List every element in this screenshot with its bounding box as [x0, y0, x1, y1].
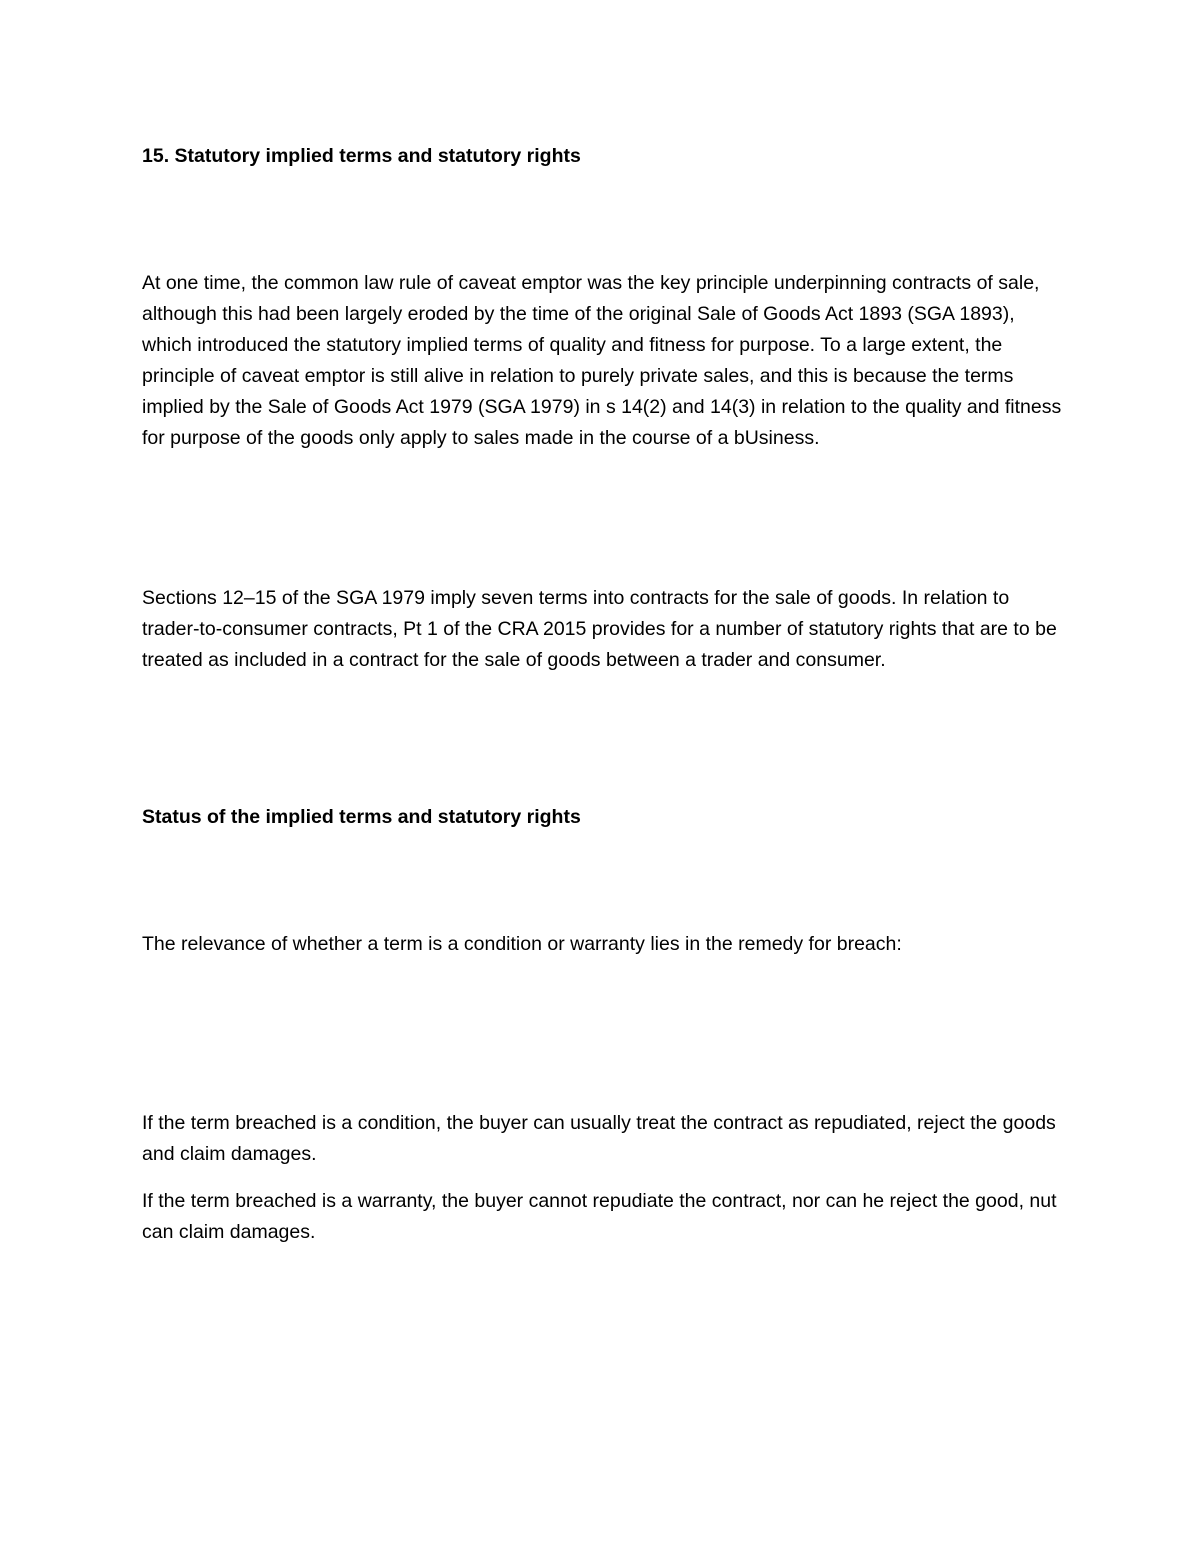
paragraph-condition-breach: If the term breached is a condition, the buyer can usually treat the contract as repudiated, reject the goods and claim damages.	[142, 1112, 1056, 1165]
paragraph-warranty-breach: If the term breached is a warranty, the buyer cannot repudiate the contract, nor can he reject the good, nut can claim damages.	[142, 1190, 1057, 1243]
document-title: 15. Statutory implied terms and statutory rights	[142, 145, 581, 167]
paragraph-caveat-emptor: At one time, the common law rule of caveat emptor was the key principle underpinning contracts of sale, although this had been largely eroded by the time of the original Sale of Goods Act 1893 (SGA 1893), which introduced the statutory implied terms of quality and fitness for purpose. To a large extent, the principle of caveat emptor is still alive in relation to purely private sales, and this is because the terms implied by the Sale of Goods Act 1979 (SGA 1979) in s 14(2) and 14(3) in relation to the quality and fitness for purpose of the goods only apply to sales made in the course of a bUsiness.	[142, 272, 1062, 449]
section-heading-status: Status of the implied terms and statutory rights	[142, 806, 581, 828]
paragraph-sga-sections: Sections 12–15 of the SGA 1979 imply seven terms into contracts for the sale of goods. In relation to trader-to-consumer contracts, Pt 1 of the CRA 2015 provides for a number of statutory rights that are to be treated as included in a contract for the sale of goods between a trader and consumer.	[142, 587, 1057, 671]
paragraph-remedy-relevance: The relevance of whether a term is a condition or warranty lies in the remedy for breach:	[142, 933, 902, 955]
